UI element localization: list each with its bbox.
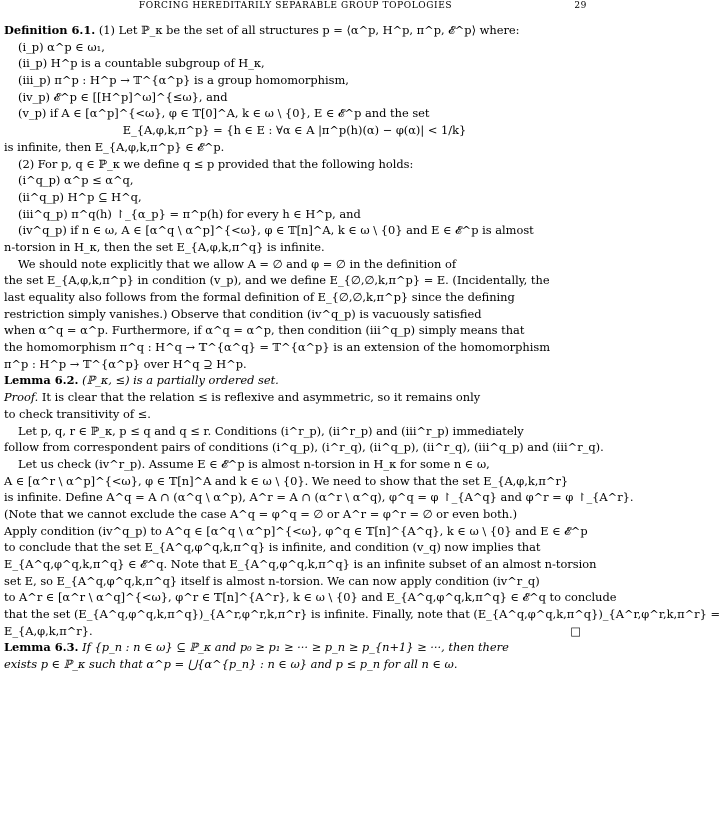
line-text: It is clear that the relation ≤ is reflexive and asymmetric, so it remains only xyxy=(38,390,481,405)
text-line xyxy=(4,639,585,656)
text-line xyxy=(4,556,597,573)
page-number: 29 xyxy=(574,1,587,11)
line-text: (i_p) α^p ∈ ω₁, xyxy=(18,39,105,54)
line-text: (v_p) if A ∈ [α^p]^{<ω}, φ ∈ 𝕋[0]^A, k ∈ ω \ {0}, E ∈ 𝓔^p and the set xyxy=(18,106,430,121)
line-text: that the set (E_{A^q,φ^q,k,π^q})_{A^r,φ^r,k,π^r} is infinite. Finally, note that (E_{A^q,φ^q,k,π^q})_{A^r,φ^r,k,π^r} = xyxy=(4,607,720,622)
text-line xyxy=(4,372,585,389)
line-text: A ∈ [α^r \ α^p]^{<ω}, φ ∈ 𝕋[n]^A and k ∈ ω \ {0}. We need to show that the set E_{A,φ,k,π^r} xyxy=(4,473,569,488)
text-line xyxy=(4,456,585,473)
text-line xyxy=(4,506,585,523)
heading-label: Definition 6.1. xyxy=(4,23,96,37)
text-line xyxy=(4,105,585,122)
line-text: Let us check (iv^r_p). Assume E ∈ 𝓔^p is almost n-torsion in H_κ for some n ∈ ω, xyxy=(18,456,490,471)
line-text: set E, so E_{A^q,φ^q,k,π^q} itself is almost n-torsion. We can now apply condition (iv^r_q) xyxy=(4,573,540,588)
text-line xyxy=(4,222,585,239)
text-line xyxy=(4,89,585,106)
text-line xyxy=(4,72,585,89)
line-text: last equality also follows from the formal definition of E_{∅,∅,k,π^p} since the defining xyxy=(4,290,515,304)
line-text: (1) Let ℙ_κ be the set of all structures p = ⟨α^p, H^p, π^p, 𝓔^p⟩ where: xyxy=(95,23,520,37)
line-text: (ii_p) H^p is a countable subgroup of H_κ, xyxy=(18,56,265,71)
text-line xyxy=(4,539,585,556)
line-text: (2) For p, q ∈ ℙ_κ we define q ≤ p provided that the following holds: xyxy=(18,156,414,171)
text-line xyxy=(4,439,604,456)
line-text: E_{A,φ,k,π^r}. xyxy=(4,623,93,638)
text-line xyxy=(4,39,585,56)
text-line xyxy=(4,239,585,256)
text-line xyxy=(4,489,634,506)
heading-label: Lemma 6.3. xyxy=(4,640,79,655)
line-text: π^p : H^p → 𝕋^{α^p} over H^q ⊇ H^p. xyxy=(4,356,247,371)
text-line xyxy=(4,189,585,206)
line-text: (iii^q_p) π^q(h) ↾_{α_p} = π^p(h) for every h ∈ H^p, and xyxy=(18,206,361,221)
line-text: (iv_p) 𝓔^p ∈ [[H^p]^ω]^{≤ω}, and xyxy=(18,89,228,104)
line-text: when α^q = α^p. Furthermore, if α^q = α^p, then condition (iii^q_p) simply means that xyxy=(4,323,525,338)
line-text: the set E_{A,φ,k,π^p} in condition (v_p), and we define E_{∅,∅,k,π^p} = E. (Incidentally, the xyxy=(4,273,550,288)
proof-label: Proof. xyxy=(4,390,39,405)
text-line xyxy=(4,656,585,673)
text-line xyxy=(4,55,585,72)
line-text: to A^r ∈ [α^r \ α^q]^{<ω}, φ^r ∈ 𝕋[n]^{A^r}, k ∈ ω \ {0} and E_{A^q,φ^q,k,π^q} ∈ 𝓔^q to conclude xyxy=(4,590,617,605)
text-line xyxy=(4,589,617,606)
text-line xyxy=(4,289,585,306)
text-line xyxy=(4,172,585,189)
line-text: n-torsion in H_κ, then the set E_{A,φ,k,π^q} is infinite. xyxy=(4,239,325,254)
text-line xyxy=(4,356,585,373)
line-text: follow from correspondent pairs of conditions (i^q_p), (i^r_q), (ii^q_p), (ii^r_q), (iii^q_p) and (iii^r_q). xyxy=(4,440,604,455)
text-line xyxy=(4,606,720,623)
text-line xyxy=(4,139,585,156)
line-text: (i^q_p) α^p ≤ α^q, xyxy=(18,173,134,188)
line-text: (iv^q_p) if n ∈ ω, A ∈ [α^q \ α^p]^{<ω}, φ ∈ 𝕋[n]^A, k ∈ ω \ {0} and E ∈ 𝓔^p is almost xyxy=(18,223,534,238)
line-text: Apply condition (iv^q_p) to A^q ∈ [α^q \ α^p]^{<ω}, φ^q ∈ 𝕋[n]^{A^q}, k ∈ ω \ {0} and E ∈ 𝓔^p xyxy=(4,523,588,538)
line-text: (ii^q_p) H^p ⊆ H^q, xyxy=(18,189,142,204)
line-text: is infinite. Define A^q = A ∩ (α^q \ α^p), A^r = A ∩ (α^r \ α^q), φ^q = φ ↾_{A^q} and φ^r = φ ↾_{A^r}. xyxy=(4,490,634,505)
text-line xyxy=(4,523,588,540)
line-text: E_{A,φ,k,π^p} = {h ∈ E : ∀α ∈ A |π^p(h)(α) − φ(α)| < 1/k} xyxy=(122,123,467,138)
text-line xyxy=(4,623,585,640)
line-text: to check transitivity of ≤. xyxy=(4,406,151,421)
text-line xyxy=(4,473,585,490)
line-text: We should note explicitly that we allow A = ∅ and φ = ∅ in the definition of xyxy=(18,256,457,271)
text-line xyxy=(4,322,585,339)
running-header xyxy=(0,0,591,16)
text-line xyxy=(4,339,585,356)
text-line xyxy=(4,272,585,289)
page-body xyxy=(4,22,720,673)
text-line xyxy=(4,122,585,139)
line-text: E_{A^q,φ^q,k,π^q} ∈ 𝓔^q. Note that E_{A^q,φ^q,k,π^q} is an infinite subset of an almost n-torsion xyxy=(4,557,597,571)
text-line xyxy=(4,256,585,273)
line-text: If {p_n : n ∈ ω} ⊆ ℙ_κ and p₀ ≥ p₁ ≥ ··· ≥ p_n ≥ p_{n+1} ≥ ···, then there xyxy=(78,640,509,655)
qed-symbol: □ xyxy=(570,623,581,638)
line-text: Let p, q, r ∈ ℙ_κ, p ≤ q and q ≤ r. Conditions (i^r_p), (ii^r_p) and (iii^r_p) immediately xyxy=(18,423,524,438)
line-text: exists p ∈ ℙ_κ such that α^p = ⋃{α^{p_n} : n ∈ ω} and p ≤ p_n for all n ∈ ω. xyxy=(4,657,458,672)
text-line xyxy=(4,206,585,223)
text-line xyxy=(4,306,585,323)
text-line xyxy=(4,573,585,590)
line-text: is infinite, then E_{A,φ,k,π^p} ∈ 𝓔^p. xyxy=(4,139,225,154)
line-text: (Note that we cannot exclude the case A^q = φ^q = ∅ or A^r = φ^r = ∅ or even both.) xyxy=(4,506,518,521)
text-line xyxy=(4,389,585,406)
line-text: (ℙ_κ, ≤) is a partially ordered set. xyxy=(78,373,279,388)
line-text: the homomorphism π^q : H^q → 𝕋^{α^q} = 𝕋^{α^p} is an extension of the homomorphism xyxy=(4,340,551,355)
line-text: restriction simply vanishes.) Observe that condition (iv^q_p) is vacuously satisfied xyxy=(4,306,482,321)
heading-label: Lemma 6.2. xyxy=(4,373,79,388)
text-line xyxy=(4,22,585,39)
text-line xyxy=(4,156,585,173)
line-text: (iii_p) π^p : H^p → 𝕋^{α^p} is a group homomorphism, xyxy=(18,73,349,88)
text-line xyxy=(4,406,585,423)
text-line xyxy=(4,423,585,440)
line-text: to conclude that the set E_{A^q,φ^q,k,π^q} is infinite, and condition (v_q) now implies that xyxy=(4,540,541,555)
running-title: FORCING HEREDITARILY SEPARABLE GROUP TOPOLOGIES xyxy=(138,1,453,11)
